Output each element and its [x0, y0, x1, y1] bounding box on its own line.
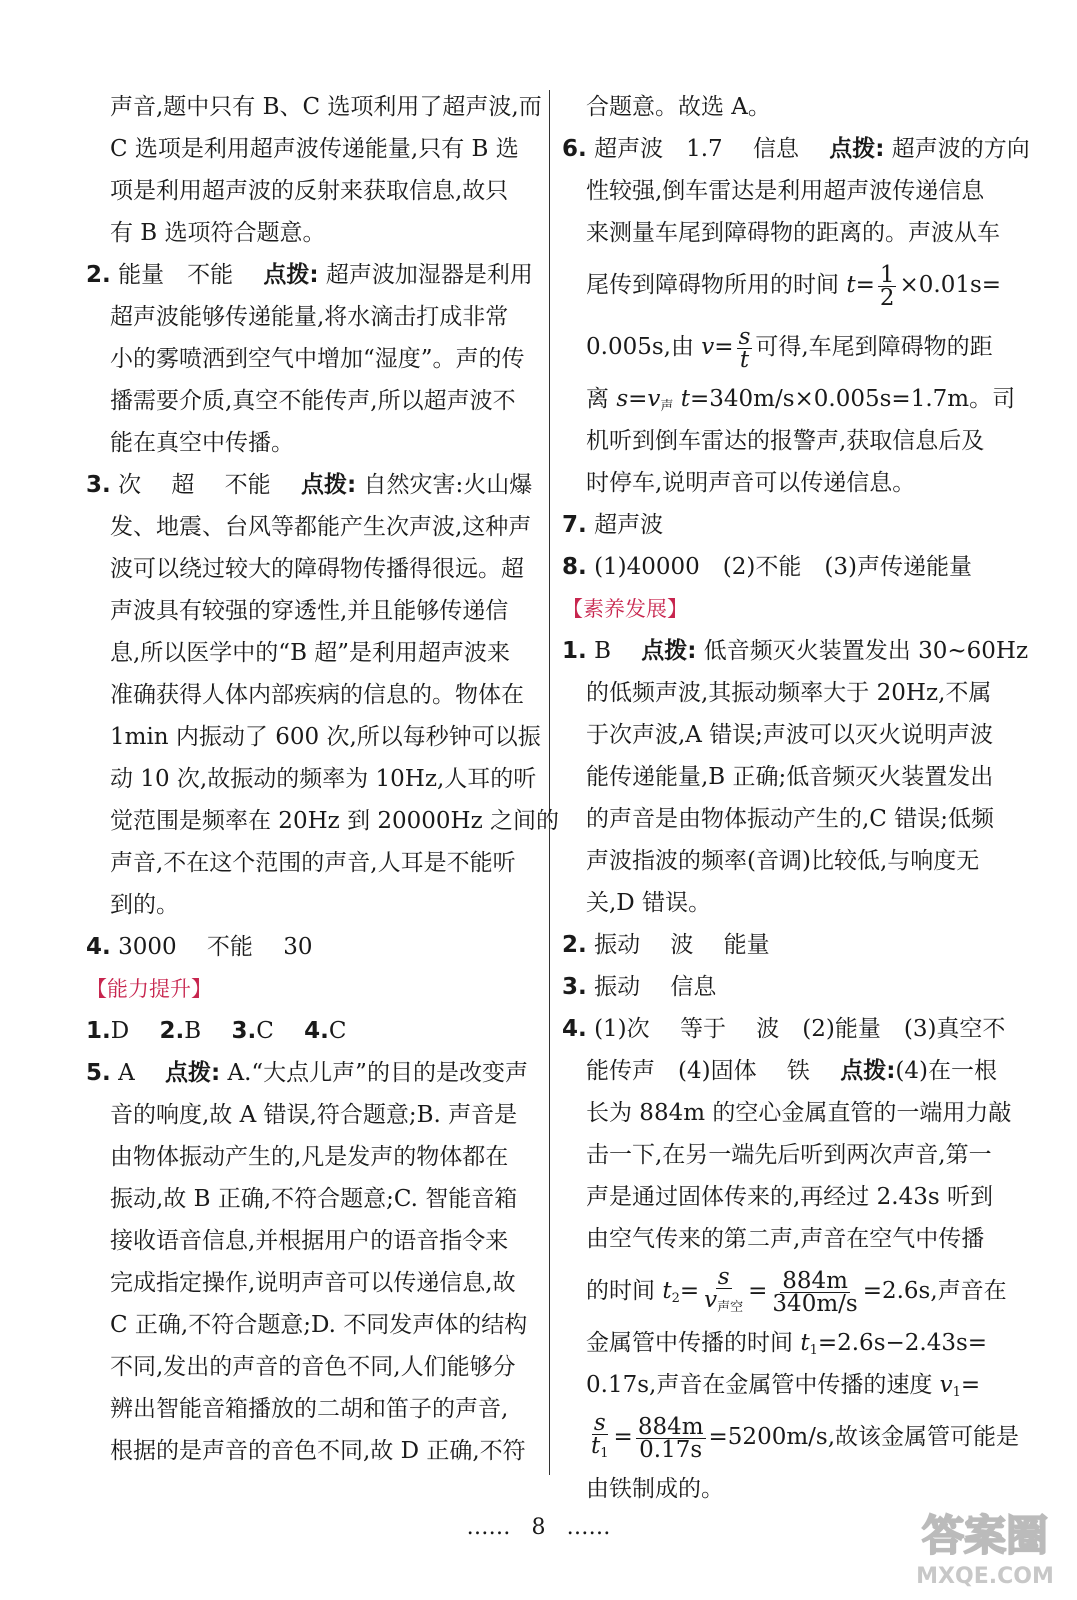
text-line: 关,D 错误。: [586, 890, 712, 916]
page-number: 8: [531, 1515, 546, 1540]
item-number: 1.: [562, 638, 587, 664]
text-line: 觉范围是频率在 20Hz 到 20000Hz 之间的: [110, 808, 560, 834]
variable-v: v: [939, 1372, 953, 1398]
explanation-text: A.“大点儿声”的目的是改变声: [227, 1060, 528, 1086]
numerator: 884m: [782, 1267, 848, 1294]
formula-line: [562, 378, 1022, 420]
subscript: 1: [952, 1385, 961, 1400]
item-number: 3.: [86, 472, 111, 498]
text-span: 0.005s,由: [586, 334, 702, 360]
text-span: 尾传到障碍物所用的时间: [586, 272, 847, 298]
section-heading-ability: [86, 968, 542, 1010]
text-line: 的声音是由物体振动产生的,C 错误;低频: [586, 806, 994, 832]
right-column: [562, 86, 1030, 1510]
watermark-logo: [905, 1495, 1065, 1595]
item-number: 4.: [86, 934, 111, 960]
explanation-text: 低音频灭火装置发出 30~60Hz: [703, 638, 1029, 664]
text-line: 辨出智能音箱播放的二胡和笛子的声音,: [110, 1396, 509, 1422]
text-line: 于次声波,A 错误;声波可以灭火说明声波: [586, 722, 993, 748]
text-line: 到的。: [110, 892, 179, 918]
variable-s: s: [616, 386, 629, 412]
text-line: 来测量车尾到障碍物的距离的。声波从车: [586, 220, 1000, 246]
text-span: 的时间: [586, 1278, 663, 1304]
variable-t: t: [662, 1278, 672, 1304]
text-line: 时停车,说明声音可以传递信息。: [586, 470, 916, 496]
section-heading-literacy: [562, 588, 1022, 630]
answer-item-8: [562, 546, 1022, 588]
subscript: 1: [809, 1343, 818, 1358]
left-column: [86, 86, 560, 1472]
text-line: 发、地震、台风等都能产生次声波,这种声: [110, 514, 532, 540]
text-line: 根据的是声音的音色不同,故 D 正确,不符: [110, 1438, 526, 1464]
denominator: 0.17s: [639, 1436, 703, 1463]
answer-text: 次 超 不能: [118, 472, 294, 498]
text-line: 动 10 次,故振动的频率为 10Hz,人耳的听: [110, 766, 537, 792]
tip-label: 点拨:: [829, 136, 885, 162]
variable-t: t: [846, 272, 856, 298]
text-line: 1min 内振动了 600 次,所以每秒钟可以振: [110, 724, 541, 750]
item-number: 5.: [86, 1060, 111, 1086]
text-line: 小的雾喷洒到空气中增加“湿度”。声的传: [110, 346, 525, 372]
numerator: 884m: [637, 1413, 704, 1440]
text-line: 项是利用超声波的反射来获取信息,故只: [110, 178, 509, 204]
explanation-text: 超声波的方向: [891, 136, 1030, 162]
denominator: [589, 1432, 611, 1465]
denominator-var: t: [591, 1432, 601, 1459]
answer-text: D: [110, 1018, 153, 1044]
answer-text: B: [594, 638, 642, 664]
answer-item-3: [86, 464, 542, 506]
text-line: 由物体振动产生的,凡是发声的物体都在: [110, 1144, 509, 1170]
text-span: 离: [586, 386, 617, 412]
answer-row-1-4: [86, 1010, 542, 1052]
denominator: t: [739, 346, 750, 373]
variable-t: t: [800, 1330, 810, 1356]
text-line: 长为 884m 的空心金属直管的一端用力敲: [586, 1100, 1012, 1126]
formula-line: [562, 1406, 1022, 1468]
answer-item-6: [562, 128, 1030, 170]
text-span: =2.6s−2.43s=: [817, 1330, 988, 1356]
watermark-line1: 答案圈: [921, 1511, 1049, 1560]
text-span: =5200m/s,故该金属管可能是: [708, 1424, 1020, 1450]
text-line: 不同,发出的声音的音色不同,人们能够分: [110, 1354, 516, 1380]
text-line: 声是通过固体传来的,再经过 2.43s 听到: [586, 1184, 993, 1210]
text-line: 由铁制成的。: [586, 1476, 724, 1502]
answer-text: (1)次 等于 波 (2)能量 (3)真空不: [594, 1016, 1006, 1042]
answer-item-5: [86, 1052, 542, 1094]
text-line: 由空气传来的第二声,声音在空气中传播: [586, 1226, 985, 1252]
text-line: 声波具有较强的穿透性,并且能够传递信: [110, 598, 509, 624]
answer-item-b3: [562, 966, 1022, 1008]
equals-sign: =: [714, 334, 734, 360]
text-line: 击一下,在另一端先后听到两次声音,第一: [586, 1142, 992, 1168]
explanation-text: 超声波加湿器是利用: [325, 262, 533, 288]
fraction: [770, 1267, 859, 1317]
text-span: =: [960, 1372, 981, 1398]
text-span: =2.6s,声音在: [862, 1278, 1007, 1304]
watermark-line2: MXQE.COM: [916, 1564, 1054, 1589]
text-line: 声音,不在这个范围的声音,人耳是不能听: [110, 850, 516, 876]
tip-label: 点拨:: [840, 1058, 896, 1084]
answer-text: 超声波: [594, 512, 664, 538]
text-line: 机听到倒车雷达的报警声,获取信息后及: [586, 428, 985, 454]
item-number: 8.: [562, 554, 587, 580]
text-line: 有 B 选项符合题意。: [110, 220, 326, 246]
formula-line: [562, 1260, 1022, 1322]
fraction: [702, 1263, 745, 1319]
text-line: 音的响度,故 A 错误,符合题意;B. 声音是: [110, 1102, 518, 1128]
answer-item-b4: [562, 1008, 1022, 1050]
equals-sign: =: [613, 1424, 633, 1450]
item-number: 3.: [231, 1018, 257, 1044]
subscript: 声空: [717, 1299, 744, 1315]
fraction: [878, 261, 897, 311]
text-span: 金属管中传播的时间: [586, 1330, 801, 1356]
answer-text: C: [256, 1018, 297, 1044]
denominator: [702, 1286, 745, 1319]
item-number: 3.: [562, 974, 587, 1000]
text-line: 声音,题中只有 B、C 选项利用了超声波,而: [110, 94, 542, 120]
text-line: 性较强,倒车雷达是利用超声波传递信息: [586, 178, 985, 204]
tip-label: 点拨:: [641, 638, 697, 664]
text-line: 振动,故 B 正确,不符合题意;C. 智能音箱: [110, 1186, 518, 1212]
denominator: 2: [879, 284, 895, 311]
text-span: 能传声 (4)固体 铁: [586, 1058, 841, 1084]
tip-label: 点拨:: [301, 472, 357, 498]
answer-text: B: [184, 1018, 225, 1044]
section-label: 【素养发展】: [562, 597, 688, 621]
formula-line: [562, 254, 1022, 316]
text-span: (4)在一根: [895, 1058, 997, 1084]
numerator: s: [593, 1409, 606, 1436]
answer-item-b1: [562, 630, 1029, 672]
text-line: 能在真空中传播。: [110, 430, 294, 456]
text-line: 波可以绕过较大的障碍物传播得很远。超: [110, 556, 524, 582]
denominator-var: v: [704, 1286, 718, 1313]
item-number: 2.: [159, 1018, 185, 1044]
text-span: 可得,车尾到障碍物的距: [755, 334, 993, 360]
numerator: s: [717, 1263, 730, 1290]
answer-item-2: [86, 254, 542, 296]
column-divider: [549, 90, 550, 1475]
answer-item-4: [86, 926, 542, 968]
denominator: 340m/s: [772, 1290, 858, 1317]
numerator: s: [738, 323, 751, 350]
item-number: 7.: [562, 512, 587, 538]
text-line: 完成指定操作,说明声音可以传递信息,故: [110, 1270, 516, 1296]
text-line: 能传递能量,B 正确;低音频灭火装置发出: [586, 764, 994, 790]
text-line: C 正确,不符合题意;D. 不同发声体的结构: [110, 1312, 528, 1338]
equals-sign: =: [748, 1278, 768, 1304]
item-number: 2.: [562, 932, 587, 958]
formula-line: [562, 1322, 1022, 1364]
fraction: [589, 1409, 611, 1465]
text-line: 准确获得人体内部疾病的信息的。物体在: [110, 682, 524, 708]
answer-text: 超声波 1.7 信息: [594, 136, 830, 162]
formula-line: [562, 316, 1022, 378]
text-span: ×0.01s=: [899, 272, 1002, 298]
text-span: =340m/s×0.005s=1.7m。司: [689, 386, 1016, 412]
subscript: 声: [660, 399, 674, 414]
answer-text: 振动 波 能量: [594, 932, 770, 958]
section-label: 【能力提升】: [86, 977, 212, 1001]
answer-item-7: [562, 504, 1022, 546]
variable-v: v: [647, 386, 661, 412]
answer-item-b2: [562, 924, 1022, 966]
item-number: 4.: [562, 1016, 587, 1042]
text-line: 播需要介质,真空不能传声,所以超声波不: [110, 388, 516, 414]
tip-label: 点拨:: [164, 1060, 221, 1086]
item-number: 2.: [86, 262, 111, 288]
fraction: [636, 1413, 706, 1463]
explanation-text: 自然灾害:火山爆: [363, 472, 533, 498]
answer-text: 3000 不能 30: [118, 934, 313, 960]
text-line: C 选项是利用超声波传递能量,只有 B 选: [110, 136, 519, 162]
text-line: [562, 1050, 1022, 1092]
formula-line: [562, 1364, 1022, 1406]
tip-label: 点拨:: [263, 262, 319, 288]
item-number: 4.: [304, 1018, 329, 1044]
text-line: 息,所以医学中的“B 超”是利用超声波来: [110, 640, 511, 666]
item-number: 1.: [86, 1018, 111, 1044]
equals-sign: =: [628, 386, 648, 412]
subscript: 1: [600, 1445, 609, 1461]
answer-text: C: [328, 1018, 347, 1044]
text-span: 0.17s,声音在金属管中传播的速度: [586, 1372, 940, 1398]
equals-sign: =: [679, 1278, 700, 1304]
variable-t: t: [680, 386, 690, 412]
answer-text: 能量 不能: [118, 262, 257, 288]
item-number: 6.: [562, 136, 587, 162]
footer-dots: ……: [566, 1515, 611, 1540]
text-line: 声波指波的频率(音调)比较低,与响度无: [586, 848, 980, 874]
footer-dots: ……: [466, 1515, 511, 1540]
text-line: 接收语音信息,并根据用户的语音指令来: [110, 1228, 509, 1254]
answer-text: (1)40000 (2)不能 (3)声传递能量: [594, 554, 972, 580]
equals-sign: =: [855, 272, 875, 298]
fraction: [737, 323, 753, 373]
subscript: 2: [671, 1291, 680, 1306]
text-line: 超声波能够传递能量,将水滴击打成非常: [110, 304, 509, 330]
numerator: 1: [879, 261, 895, 288]
variable-v: v: [701, 334, 715, 360]
answer-text: A: [118, 1060, 165, 1086]
answer-text: 振动 信息: [594, 974, 717, 1000]
text-line: 的低频声波,其振动频率大于 20Hz,不属: [586, 680, 992, 706]
text-line: 合题意。故选 A。: [586, 94, 771, 120]
